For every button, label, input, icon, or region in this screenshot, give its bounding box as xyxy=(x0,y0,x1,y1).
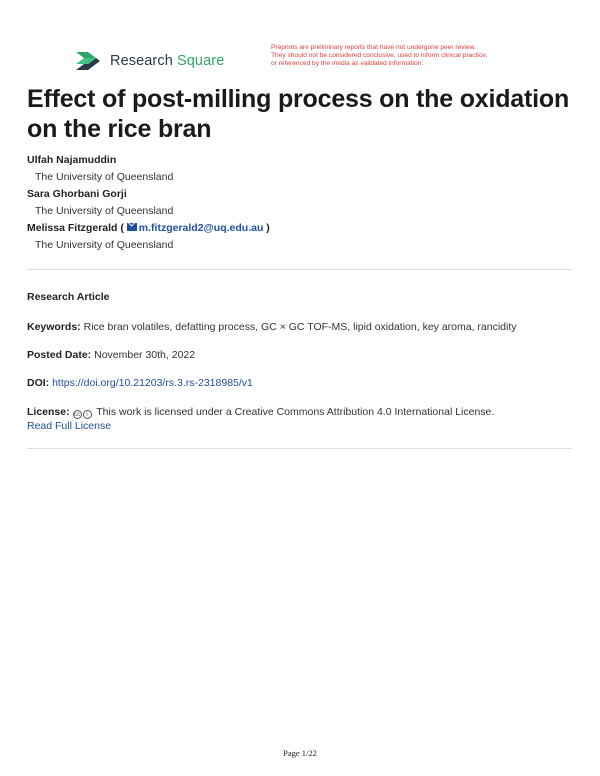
cc-icons xyxy=(73,410,92,419)
disclaimer-line: They should not be considered conclusive, used to inform clinical practice, xyxy=(271,52,488,59)
author-affiliation: The University of Queensland xyxy=(35,171,174,183)
article-type-text: Research Article xyxy=(27,291,110,303)
article-type xyxy=(27,290,572,304)
email-wrapper: ( m.fitzgerald2@uq.edu.au ) xyxy=(120,222,270,234)
author-name: Sara Ghorbani Gorji xyxy=(27,188,127,200)
doi-row xyxy=(27,376,572,390)
divider xyxy=(27,448,572,449)
creative-commons-icon: cc xyxy=(74,412,81,418)
preprint-disclaimer xyxy=(271,44,541,68)
author-email-link[interactable]: m.fitzgerald2@uq.edu.au xyxy=(138,222,264,234)
read-full-license-link[interactable]: Read Full License xyxy=(27,420,112,432)
disclaimer-line: or referenced by the media as validated information. xyxy=(271,60,424,67)
posted-date-value: November 30th, 2022 xyxy=(94,349,196,361)
license-row xyxy=(27,405,572,433)
logo-word-square: Square xyxy=(177,53,225,69)
mail-icon xyxy=(127,223,137,231)
research-square-logo-icon xyxy=(74,48,104,74)
author-name-text: Melissa Fitzgerald xyxy=(27,222,118,234)
posted-date-row xyxy=(27,348,572,362)
author-list xyxy=(27,152,572,254)
doi-label: DOI: xyxy=(27,377,50,389)
keywords-value: Rice bran volatiles, defatting process, GC × GC TOF-MS, lipid oxidation, key aroma, rancidity xyxy=(83,321,517,333)
keywords-row xyxy=(27,320,572,334)
research-square-logo[interactable] xyxy=(74,48,224,74)
divider xyxy=(27,269,572,270)
page-footer: Page 1/22 xyxy=(283,748,317,758)
logo-wordmark xyxy=(110,53,224,69)
attribution-icon: i xyxy=(83,410,92,419)
keywords-label: Keywords: xyxy=(27,321,81,333)
author-name xyxy=(27,220,572,236)
article-title: Effect of post-milling process on the oxidation on the rice bran xyxy=(27,85,570,143)
disclaimer-line: Preprints are preliminary reports that have not undergone peer review. xyxy=(271,44,476,51)
logo-word-research: Research xyxy=(110,53,173,69)
header xyxy=(74,44,554,78)
posted-date-label: Posted Date: xyxy=(27,349,92,361)
author-affiliation: The University of Queensland xyxy=(35,205,174,217)
author-affiliation: The University of Queensland xyxy=(35,239,174,251)
doi-link[interactable]: https://doi.org/10.21203/rs.3.rs-2318985/v1 xyxy=(52,377,253,389)
author-name: Ulfah Najamuddin xyxy=(27,154,117,166)
license-label: License: xyxy=(27,406,70,418)
license-text: This work is licensed under a Creative Commons Attribution 4.0 International License. xyxy=(96,406,495,418)
